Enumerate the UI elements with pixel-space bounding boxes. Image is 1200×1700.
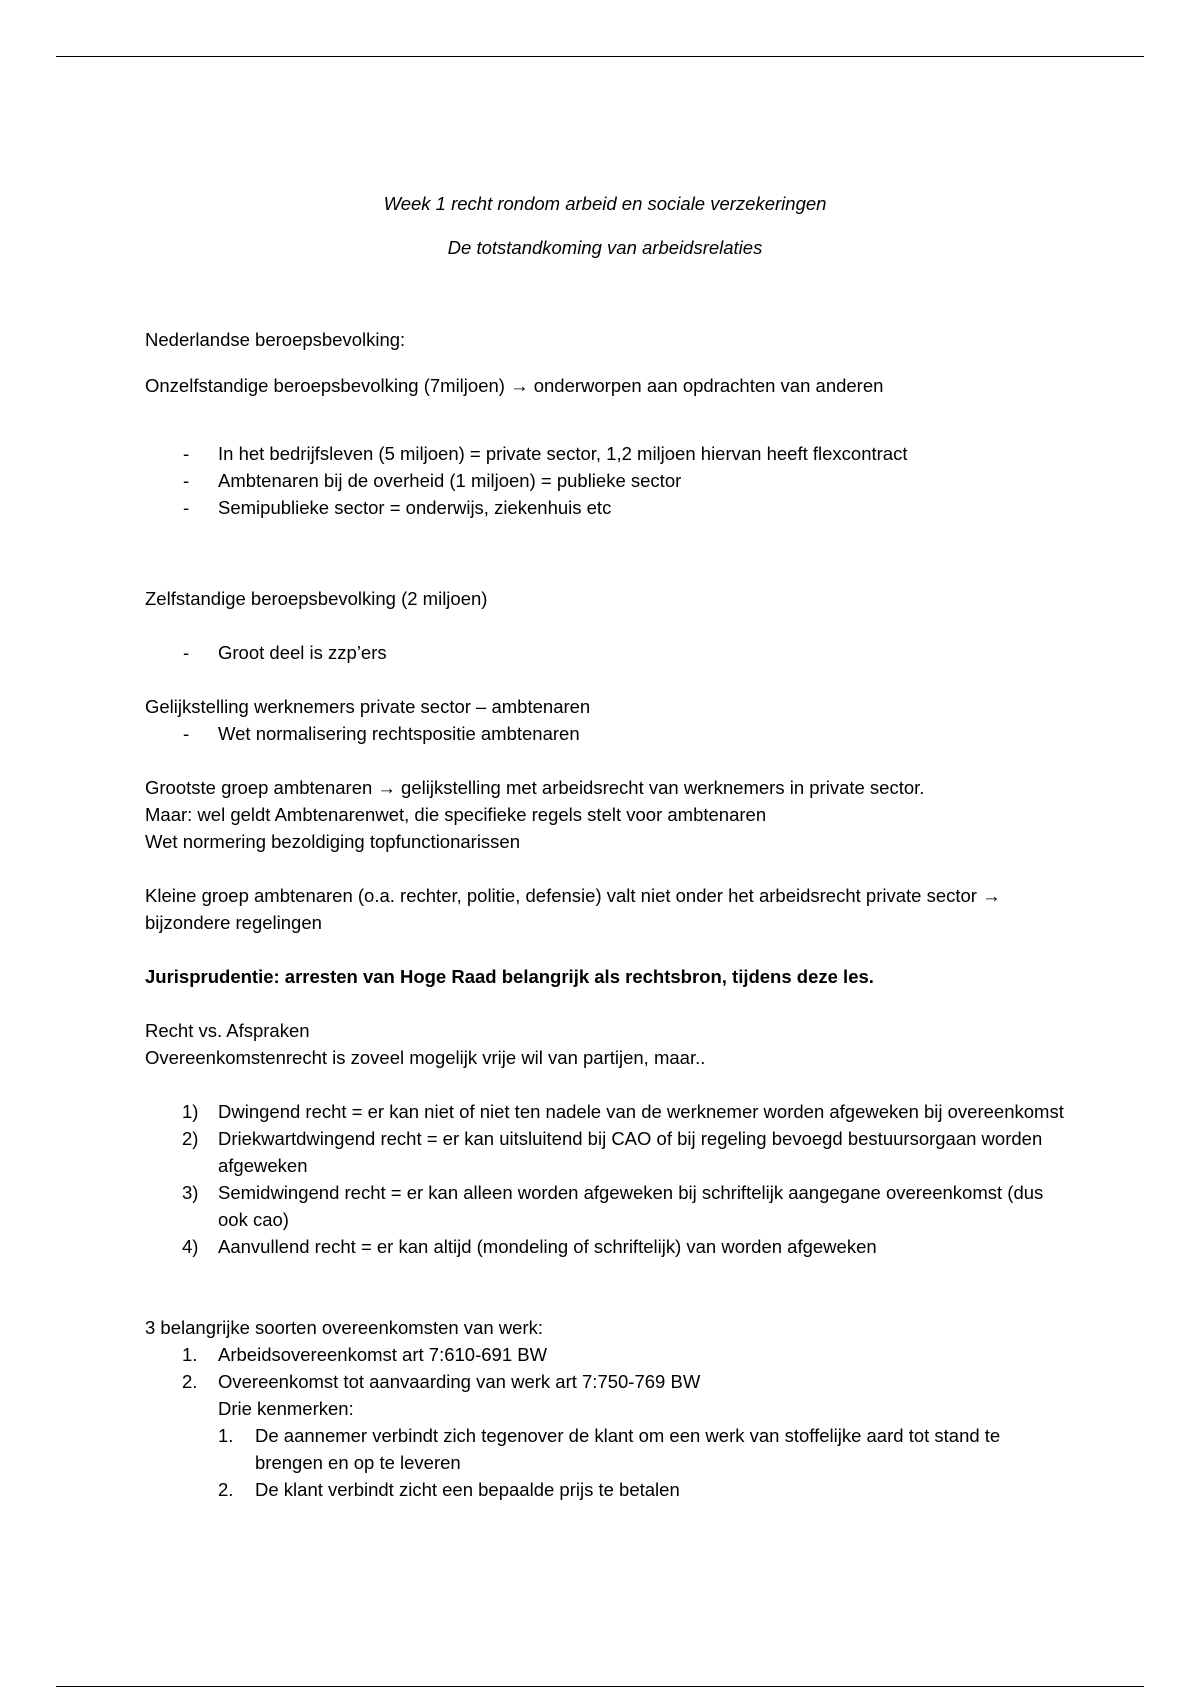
contract-law-paragraph: Overeenkomstenrecht is zoveel mogelijk vrije wil van partijen, maar.. xyxy=(145,1047,706,1068)
list-item: - Wet normalisering rechtspositie ambtenaren xyxy=(183,723,580,744)
document-subtitle: De totstandkoming van arbeidsrelaties xyxy=(447,237,763,258)
largest-group-block xyxy=(145,774,1065,855)
features-label: Drie kenmerken: xyxy=(218,1398,354,1419)
list-item: 3) Semidwingend recht = er kan alleen worden afgeweken bij schriftelijk aangegane overeenkomst (dus ook cao) xyxy=(182,1182,1044,1230)
contracts-list xyxy=(145,1341,1065,1422)
contracts-heading: 3 belangrijke soorten overeenkomsten van werk: xyxy=(145,1317,543,1338)
document-title: Week 1 recht rondom arbeid en sociale verzekeringen xyxy=(383,193,827,214)
paragraph-line: Maar: wel geldt Ambtenarenwet, die specifieke regels stelt voor ambtenaren xyxy=(145,804,767,825)
list-item: 1. Arbeidsovereenkomst art 7:610-691 BW xyxy=(182,1344,548,1365)
bottom-rule xyxy=(56,1686,1144,1687)
independent-population: Zelfstandige beroepsbevolking (2 miljoen) xyxy=(145,588,488,609)
list-item: - Semipublieke sector = onderwijs, ziekenhuis etc xyxy=(183,497,612,518)
list-item: - Ambtenaren bij de overheid (1 miljoen) = publieke sector xyxy=(183,470,682,491)
paragraph-line: Wet normering bezoldiging topfunctionarissen xyxy=(145,831,521,852)
law-vs-agreements: Recht vs. Afspraken xyxy=(145,1020,310,1041)
list-item: - In het bedrijfsleven (5 miljoen) = private sector, 1,2 miljoen hiervan heeft flexcontract xyxy=(183,443,908,464)
small-group-paragraph: Kleine groep ambtenaren (o.a. rechter, politie, defensie) valt niet onder het arbeidsrecht private sector → bijzondere regelingen xyxy=(145,885,1001,933)
dependent-list xyxy=(145,440,1065,521)
list-item: 2) Driekwartdwingend recht = er kan uitsluitend bij CAO of bij regeling bevoegd bestuursorgaan worden afgeweken xyxy=(182,1128,1043,1176)
list-item: 1) Dwingend recht = er kan niet of niet ten nadele van de werknemer worden afgeweken bij overeenkomst xyxy=(182,1101,1064,1122)
features-list xyxy=(218,1422,1065,1503)
list-item: 2. De klant verbindt zicht een bepaalde prijs te betalen xyxy=(218,1479,680,1500)
law-types-list xyxy=(145,1098,1065,1260)
heading-population: Nederlandse beroepsbevolking: xyxy=(145,329,406,350)
list-item: 2. Overeenkomst tot aanvaarding van werk art 7:750-769 BW Drie kenmerken: xyxy=(145,1368,1065,1422)
equalization-heading: Gelijkstelling werknemers private sector – ambtenaren xyxy=(145,696,591,717)
equalization-list xyxy=(145,720,1065,747)
jurisprudence-note: Jurisprudentie: arresten van Hoge Raad belangrijk als rechtsbron, tijdens deze les. xyxy=(145,966,874,987)
top-rule xyxy=(56,56,1144,57)
document-page xyxy=(145,190,1065,1503)
list-item: 1. De aannemer verbindt zich tegenover de klant om een werk van stoffelijke aard tot stand te brengen en op te leveren xyxy=(218,1425,1001,1473)
independent-list xyxy=(145,639,1065,666)
list-item: 4) Aanvullend recht = er kan altijd (mondeling of schriftelijk) van worden afgeweken xyxy=(182,1236,877,1257)
dependent-population: Onzelfstandige beroepsbevolking (7miljoen) → onderworpen aan opdrachten van anderen xyxy=(145,375,884,396)
paragraph-line: Grootste groep ambtenaren → gelijkstelling met arbeidsrecht van werknemers in private sector. xyxy=(145,777,925,798)
list-item: - Groot deel is zzp’ers xyxy=(183,642,387,663)
